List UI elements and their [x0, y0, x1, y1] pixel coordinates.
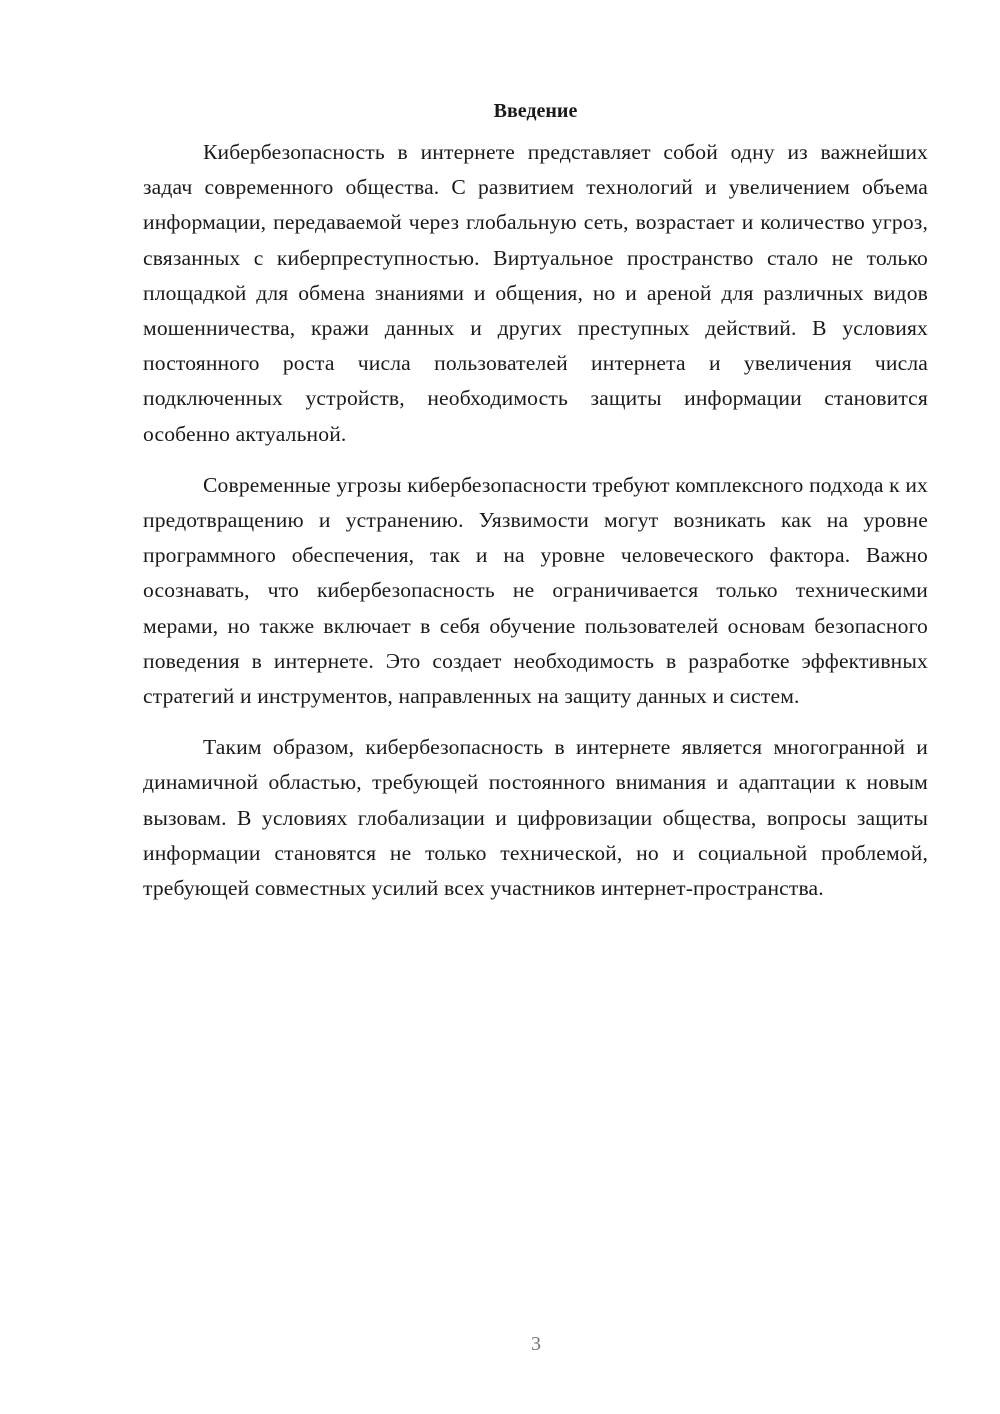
- paragraph-2: Современные угрозы кибербезопасности требуют комплексного подхода к их предотвращению и устранению. Уязвимости могут возникать как на уровне программного обеспечения, так и на уровне человеческого фактора. Важно осознавать, что кибербезопасность не ограничивается только техническими мерами, но также включает в себя обучение пользователей основам безопасного поведения в интернете. Это создает необходимость в разработке эффективных стратегий и инструментов, направленных на защиту данных и систем.: [143, 472, 928, 709]
- page-number: 3: [531, 1333, 541, 1355]
- section-heading: Введение: [493, 100, 578, 122]
- page-content: [143, 96, 928, 922]
- paragraph-1: Кибербезопасность в интернете представляет собой одну из важнейших задач современного общества. С развитием технологий и увеличением объема информации, передаваемой через глобальную сеть, возрастает и количество угроз, связанных с киберпреступностью. Виртуальное пространство стало не только площадкой для обмена знаниями и общения, но и ареной для различных видов мошенничества, кражи данных и других преступных действий. В условиях постоянного роста числа пользователей интернета и увеличения числа подключенных устройств, необходимость защиты информации становится особенно актуальной.: [143, 140, 928, 446]
- paragraph-3: Таким образом, кибербезопасность в интернете является многогранной и динамичной областью, требующей постоянного внимания и адаптации к новым вызовам. В условиях глобализации и цифровизации общества, вопросы защиты информации становятся не только технической, но и социальной проблемой, требующей совместных усилий всех участников интернет-пространства.: [143, 735, 928, 901]
